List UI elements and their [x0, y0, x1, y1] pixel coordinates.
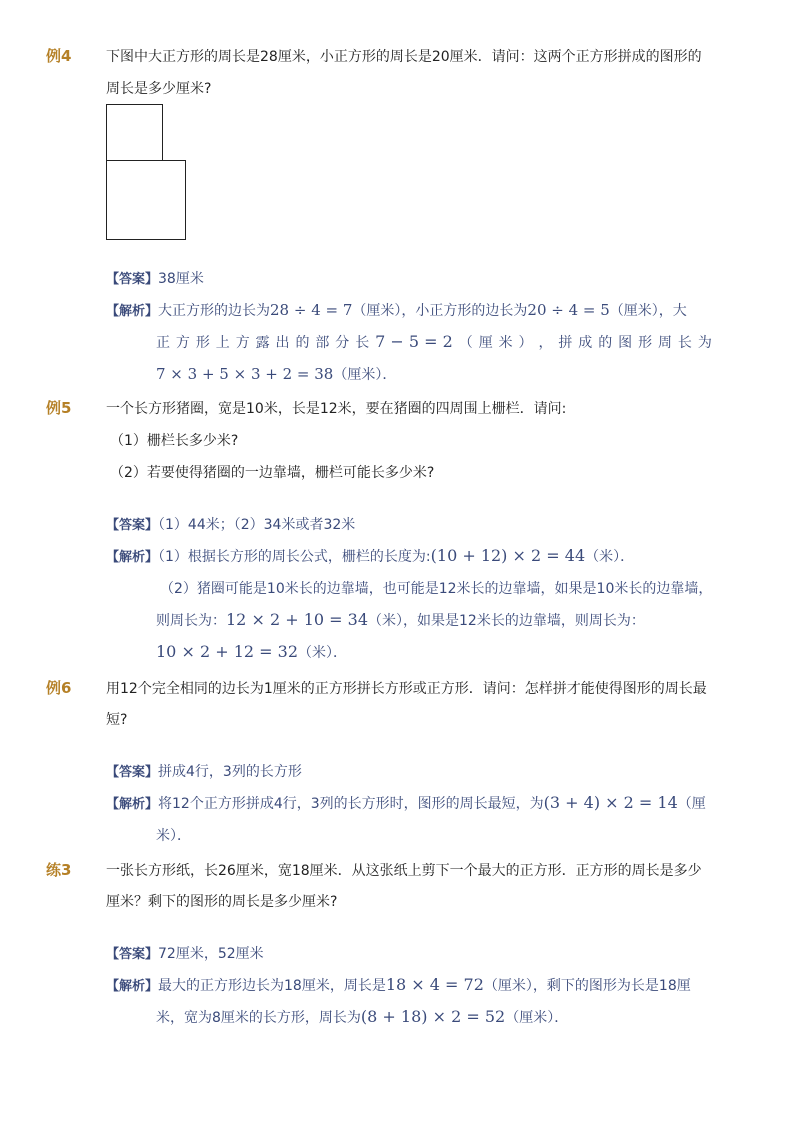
- analysis-token: 成: [578, 335, 593, 351]
- analysis-tag: 【解析】: [106, 979, 159, 994]
- analysis-text: （米）．: [585, 549, 635, 565]
- answer-text: 72厘米，52厘米: [158, 946, 264, 962]
- answer-tag: 【答案】: [106, 518, 159, 533]
- analysis-math: (8 + 18) × 2 = 52: [360, 1007, 506, 1026]
- large-square: [106, 160, 186, 240]
- example-5-question-line-3: （2）若要使得猪圈的一边靠墙，栅栏可能长多少米?: [110, 465, 435, 481]
- analysis-text: （厘米）．: [333, 367, 397, 383]
- answer-tag: 【答案】: [106, 272, 159, 287]
- analysis-math: 18 × 4 = 72: [385, 975, 484, 994]
- analysis-token: 正: [156, 335, 170, 351]
- analysis-math: 20 ÷ 4 = 5: [527, 301, 610, 319]
- example-5-question-line-2: （1）栅栏长多少米?: [110, 433, 239, 449]
- example-5-question-line-1: 一个长方形猪圈，宽是10米，长是12米，要在猪圈的四周围上栅栏．请问:: [106, 401, 567, 417]
- analysis-math: (3 + 4) × 2 = 14: [543, 793, 678, 812]
- analysis-math: 10 × 2 + 12 = 32: [156, 642, 298, 661]
- analysis-token: 形: [195, 335, 210, 351]
- analysis-token: 方: [235, 335, 250, 351]
- analysis-token: ，: [538, 335, 553, 351]
- example-4-analysis-line-3: [156, 364, 396, 384]
- analysis-tag: 【解析】: [106, 797, 159, 812]
- example-5-analysis-line-1: [106, 546, 634, 566]
- analysis-text: 米，宽为8厘米的长方形，周长为: [156, 1010, 361, 1026]
- analysis-token: 的: [598, 335, 613, 351]
- analysis-token: 长: [677, 335, 692, 351]
- analysis-token: 长: [355, 335, 370, 351]
- analysis-text: （厘米），剩下的图形为长是18厘: [483, 978, 691, 994]
- analysis-token: 厘: [478, 335, 493, 351]
- analysis-token: 分: [335, 335, 350, 351]
- analysis-token: 方: [175, 335, 190, 351]
- answer-tag: 【答案】: [106, 947, 159, 962]
- example-6-question-line-2: 短?: [106, 712, 128, 728]
- analysis-token: 部: [315, 335, 330, 351]
- analysis-text: 则周长为：: [156, 613, 226, 629]
- analysis-text: （米）．: [298, 645, 347, 661]
- example-5-answer: [106, 514, 355, 534]
- example-4-question-line-2: 周长是多少厘米?: [106, 81, 212, 97]
- example-6-label: 例6: [46, 679, 72, 697]
- practice-3-question-line-1: 一张长方形纸，长26厘米，宽18厘米．从这张纸上剪下一个最大的正方形．正方形的周长是多少: [106, 863, 702, 879]
- example-5-label: 例5: [46, 399, 72, 417]
- example-6-analysis-line-2: 米）．: [156, 828, 191, 844]
- analysis-token: 拼: [558, 335, 573, 351]
- analysis-text: （厘米）．: [505, 1010, 569, 1026]
- analysis-text: （1）根据长方形的周长公式，栅栏的长度为:: [158, 549, 431, 565]
- analysis-text: （厘: [677, 796, 706, 812]
- analysis-token: （: [458, 335, 473, 351]
- example-5-analysis-line-4: [156, 642, 347, 662]
- example-5-analysis-line-3: [156, 610, 645, 630]
- practice-3-question-line-2: 厘米？剩下的图形的周长是多少厘米?: [106, 894, 338, 910]
- practice-3-label: 练3: [46, 861, 72, 879]
- analysis-text: 将12个正方形拼成4行，3列的长方形时，图形的周长最短，为: [158, 796, 544, 812]
- analysis-token: 为: [697, 335, 712, 351]
- analysis-text: （厘米），小正方形的边长为: [352, 303, 528, 319]
- answer-text: （1）44米；（2）34米或者32米: [158, 517, 356, 533]
- example-6-answer: [106, 761, 302, 781]
- example-4-label: 例4: [46, 47, 72, 65]
- answer-text: 38厘米: [158, 271, 204, 287]
- example-4-analysis-line-2: [156, 332, 712, 352]
- example-6-analysis-line-1: [106, 793, 706, 813]
- analysis-math: (10 + 12) × 2 = 44: [430, 546, 586, 565]
- analysis-tag: 【解析】: [106, 304, 159, 319]
- example-4-question-line-1: 下图中大正方形的周长是28厘米，小正方形的周长是20厘米．请问：这两个正方形拼成的图形的: [106, 49, 702, 65]
- analysis-token: 露: [255, 335, 270, 351]
- analysis-token: 周: [657, 335, 672, 351]
- analysis-text: （厘米），大: [609, 303, 687, 319]
- analysis-token: 图: [618, 335, 633, 351]
- practice-3-analysis-line-1: [106, 975, 691, 995]
- example-5-analysis-line-2: （2）猪圈可能是10米长的边靠墙，也可能是12米长的边靠墙，如果是10米长的边靠墙，: [160, 581, 713, 597]
- analysis-tag: 【解析】: [106, 550, 159, 565]
- analysis-token: ）: [518, 335, 533, 351]
- analysis-token: 米: [498, 335, 513, 351]
- answer-tag: 【答案】: [106, 765, 159, 780]
- analysis-text: 最大的正方形边长为18厘米，周长是: [158, 978, 386, 994]
- practice-3-answer: [106, 943, 264, 963]
- analysis-math: 12 × 2 + 10 = 34: [226, 610, 368, 629]
- example-6-question-line-1: 用12个完全相同的边长为1厘米的正方形拼长方形或正方形．请问：怎样拼才能使得图形的周长最: [106, 681, 707, 697]
- example-4-answer: [106, 268, 204, 288]
- analysis-text: 大正方形的边长为: [158, 303, 271, 319]
- analysis-text: （米），如果是12米长的边靠墙，则周长为：: [368, 613, 645, 629]
- answer-text: 拼成4行，3列的长方形: [158, 764, 302, 780]
- analysis-token: 7 − 5 = 2: [375, 332, 453, 351]
- analysis-token: 的: [295, 335, 310, 351]
- example-4-analysis-line-1: [106, 300, 687, 320]
- analysis-math: 28 ÷ 4 = 7: [270, 301, 353, 319]
- small-square: [106, 104, 163, 161]
- practice-3-analysis-line-2: [156, 1007, 568, 1027]
- analysis-token: 出: [275, 335, 290, 351]
- analysis-math: 7 × 3 + 5 × 3 + 2 = 38: [156, 365, 334, 383]
- analysis-token: 形: [638, 335, 653, 351]
- analysis-token: 上: [215, 335, 230, 351]
